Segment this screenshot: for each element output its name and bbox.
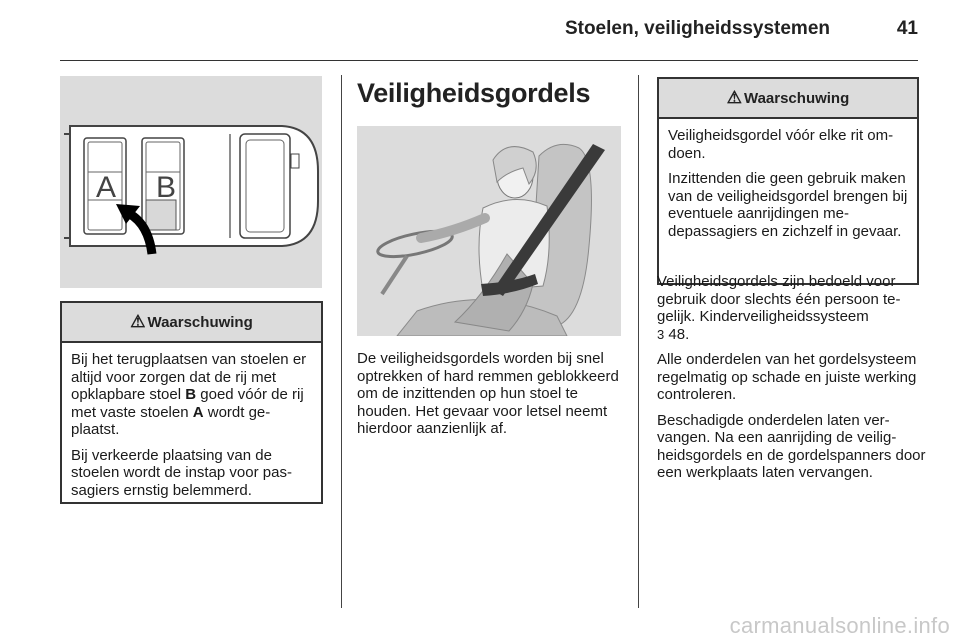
page-number: 41	[896, 18, 918, 39]
paragraph: Beschadigde onderdelen laten vervangen. Na een aanrijding de veiligheidsgordels en de gordelspanners door een werkplaats laten vervangen.	[657, 411, 926, 481]
section-title: Veiligheidsgordels	[357, 78, 591, 108]
header-rule	[60, 60, 918, 61]
warning-body	[659, 119, 917, 254]
seat-label-b: B	[156, 171, 177, 204]
warning-title: Waarschuwing	[147, 313, 253, 331]
warning-paragraph: Veiligheidsgordel vóór elke rit omdoen.	[668, 127, 894, 162]
warning-header	[62, 303, 321, 343]
seatbelt-info-text	[657, 273, 927, 490]
warning-header	[659, 79, 917, 119]
seat-layout-illustration	[60, 76, 322, 288]
warning-paragraph: Bij het terugplaatsen van stoelen er altijd voor zorgen dat de rij met opklapbare stoel B goed vóór de rij met vaste stoelen A wordt geplaatst.	[71, 351, 307, 438]
warning-box-seatbelt	[657, 77, 919, 285]
warning-title: Waarschuwing	[743, 89, 850, 107]
warning-paragraph: Bij verkeerde plaatsing van de stoelen wordt de instap voor passagiers ernstig belemmerd.	[71, 446, 292, 499]
warning-body	[62, 343, 321, 513]
column-divider	[638, 75, 639, 608]
warning-triangle-icon: ⚠	[130, 312, 146, 331]
paragraph: De veiligheidsgordels worden bij snel optrekken of hard remmen geblokkeerd om de inzittenden op hun stoel te houden. Het gevaar voor letsel neemt hierdoor aanzienlijk af.	[357, 350, 619, 437]
column-divider	[341, 75, 342, 608]
cross-reference-arrow-icon: 3	[657, 326, 665, 342]
warning-paragraph: Inzittenden die geen gebruik maken van de veiligheidsgordel brengen bij eventuele aanrijdingen medepassagiers en zichzelf in gevaar.	[668, 170, 908, 240]
seat-label-a: A	[96, 171, 117, 204]
watermark: carmanualsonline.info	[729, 613, 950, 638]
seatbelt-illustration	[357, 126, 621, 336]
paragraph: Alle onderdelen van het gordelsysteem regelmatig op schade en juiste werking controleren.	[657, 351, 917, 403]
seatbelt-intro-text	[357, 350, 627, 446]
warning-box-seats	[60, 301, 323, 504]
warning-triangle-icon: ⚠	[726, 88, 742, 107]
page-header-title: Stoelen, veiligheidssystemen	[564, 18, 830, 39]
cross-reference-link[interactable]: 48.	[668, 325, 690, 343]
paragraph: Veiligheidsgordels zijn bedoeld voor gebruik door slechts één persoon tegelijk. Kinderveiligheidssysteem 3 48.	[657, 273, 901, 343]
